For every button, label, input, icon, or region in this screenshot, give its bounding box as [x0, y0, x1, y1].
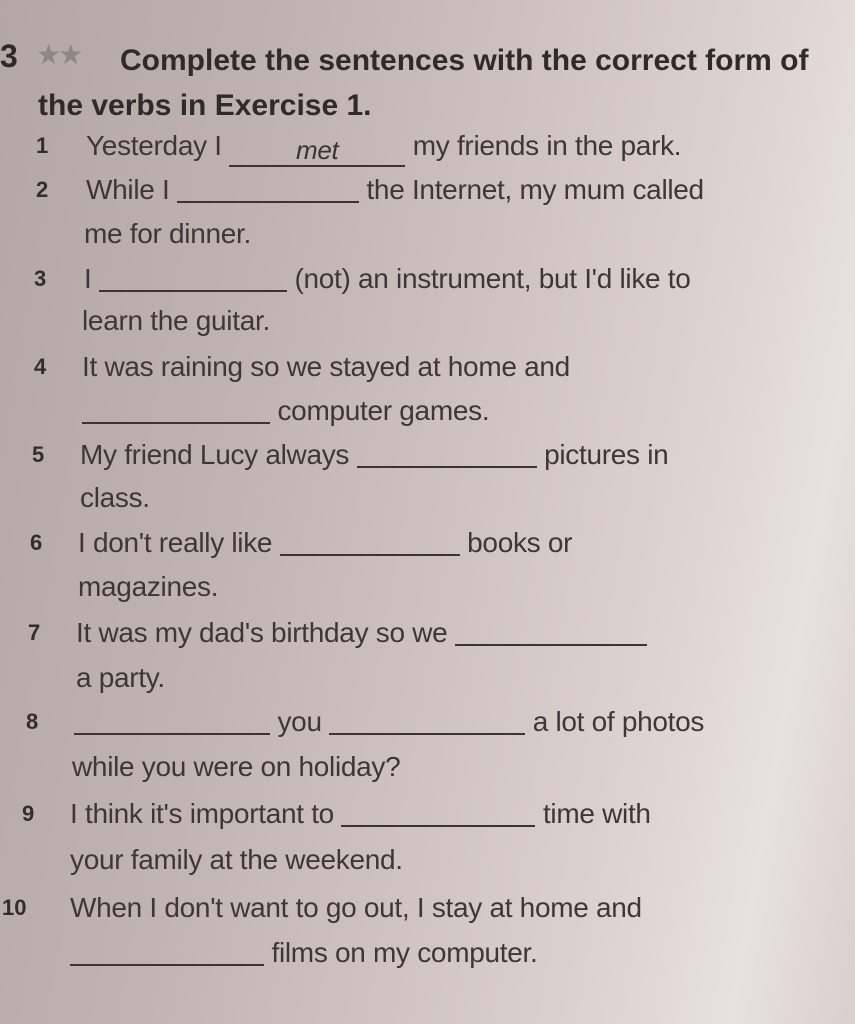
sentence-5-cont: class. [80, 482, 150, 513]
sentence-3-cont: learn the guitar. [82, 305, 270, 336]
sentence-text: It was my dad's birthday so we [76, 617, 448, 648]
item-number: 5 [32, 442, 45, 467]
sentence-4: It was raining so we stayed at home and [82, 351, 570, 382]
sentence-text: My friend Lucy always [80, 439, 350, 470]
answer-blank-2[interactable] [177, 171, 359, 203]
item-number: 2 [36, 177, 49, 202]
item-number: 7 [28, 620, 41, 645]
sentence-text: computer games. [277, 395, 490, 426]
answer-blank-3[interactable] [99, 260, 287, 292]
sentence-6 [78, 521, 572, 565]
item-number: 6 [30, 530, 43, 555]
sentence-7 [76, 611, 647, 655]
item-number: 10 [2, 895, 27, 920]
difficulty-stars-icon: ★★ [36, 39, 81, 70]
sentence-9-cont: your family at the weekend. [70, 844, 403, 875]
exercise-instruction: Complete the sentences with the correct form of the verbs in Exercise 1. [38, 44, 809, 122]
sentence-1 [86, 124, 681, 168]
sentence-4-cont [82, 389, 489, 433]
item-number: 3 [34, 266, 47, 291]
answer-blank-7[interactable] [455, 614, 647, 646]
sentence-2 [86, 168, 704, 212]
sentence-text: the Internet, my mum called [366, 174, 704, 205]
sentence-text: books or [467, 527, 573, 558]
sentence-10-cont [70, 931, 538, 975]
answer-blank-4[interactable] [82, 392, 270, 424]
exercise-number: 3 [0, 38, 18, 74]
answer-blank-10[interactable] [70, 934, 264, 966]
item-number: 4 [34, 354, 47, 379]
answer-blank-6[interactable] [280, 524, 460, 556]
sentence-text: my friends in the park. [412, 130, 682, 161]
sentence-text: pictures in [544, 439, 669, 470]
sentence-text: films on my computer. [271, 937, 538, 968]
sentence-8 [74, 700, 704, 744]
answer-blank-8b[interactable] [329, 703, 525, 735]
answer-blank-1[interactable]: met [229, 135, 405, 167]
sentence-text: I think it's important to [70, 798, 334, 829]
sentence-2-cont: me for dinner. [84, 218, 251, 249]
sentence-10: When I don't want to go out, I stay at home and [70, 892, 642, 923]
item-number: 1 [36, 133, 49, 158]
sentence-text: While I [86, 174, 170, 205]
sentence-7-cont: a party. [76, 662, 165, 693]
answer-blank-8a[interactable] [74, 703, 270, 735]
sentence-text: I don't really like [78, 527, 273, 558]
item-number: 9 [22, 801, 35, 826]
item-number: 8 [26, 709, 39, 734]
sentence-text: Yesterday I [86, 130, 222, 161]
answer-blank-9[interactable] [341, 795, 535, 827]
sentence-text: time with [542, 798, 651, 829]
sentence-text: you [277, 706, 322, 737]
answer-blank-5[interactable] [357, 436, 537, 468]
sentence-text: I [84, 263, 92, 294]
sentence-5 [80, 433, 668, 477]
sentence-9 [70, 792, 651, 836]
sentence-text: a lot of photos [532, 706, 705, 737]
sentence-8-cont: while you were on holiday? [72, 751, 401, 782]
sentence-3 [84, 257, 691, 301]
sentence-6-cont: magazines. [78, 571, 219, 602]
sentence-text: (not) an instrument, but I'd like to [294, 263, 691, 294]
